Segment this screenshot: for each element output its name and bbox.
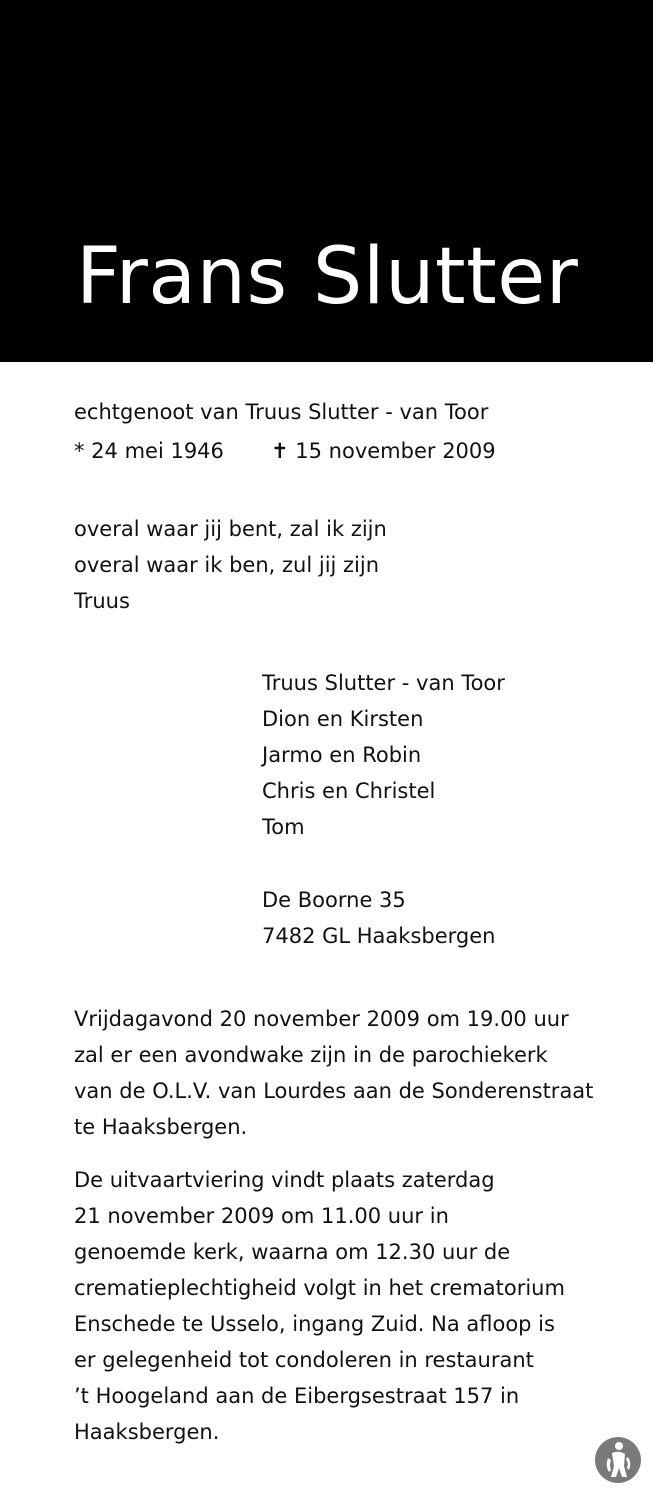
- funeral-line: De uitvaartviering vindt plaats zaterdag: [74, 1168, 495, 1192]
- deceased-name: Frans Slutter: [76, 232, 579, 322]
- wake-line: zal er een avondwake zijn in de parochiekerk: [74, 1043, 548, 1067]
- poem-line: overal waar jij bent, zal ik zijn: [74, 517, 387, 541]
- funeral-line: genoemde kerk, waarna om 12.30 uur de: [74, 1240, 511, 1264]
- family-member: Tom: [262, 815, 305, 839]
- figure-logo-icon: [594, 1436, 642, 1484]
- poem-signature: Truus: [74, 589, 130, 613]
- funeral-line: 21 november 2009 om 11.00 uur in: [74, 1204, 449, 1228]
- poem: [74, 511, 387, 619]
- funeral-line: er gelegenheid tot condoleren in restaurant: [74, 1348, 534, 1372]
- funeral-line: Haaksbergen.: [74, 1420, 220, 1444]
- funeral-line: ’t Hoogeland aan de Eibergsestraat 157 in: [74, 1384, 520, 1408]
- family-member: Chris en Christel: [262, 779, 436, 803]
- funeral-paragraph: [74, 1162, 565, 1450]
- wake-line: te Haaksbergen.: [74, 1115, 248, 1139]
- address: [262, 882, 495, 954]
- funeral-line: crematieplechtigheid volgt in het crematorium: [74, 1276, 565, 1300]
- death-date: ✝ 15 november 2009: [271, 439, 496, 463]
- wake-line: Vrijdagavond 20 november 2009 om 19.00 uur: [74, 1007, 569, 1031]
- family-member: Jarmo en Robin: [262, 743, 422, 767]
- family-list: [262, 665, 505, 845]
- address-line: 7482 GL Haaksbergen: [262, 924, 496, 948]
- spouse-line: echtgenoot van Truus Slutter - van Toor: [74, 400, 489, 424]
- wake-paragraph: [74, 1001, 593, 1145]
- family-member: Dion en Kirsten: [262, 707, 424, 731]
- funeral-line: Enschede te Usselo, ingang Zuid. Na afloop is: [74, 1312, 555, 1336]
- birth-date: * 24 mei 1946: [74, 439, 224, 463]
- header-banner: [0, 0, 653, 362]
- family-member: Truus Slutter - van Toor: [262, 671, 505, 695]
- poem-line: overal waar ik ben, zul jij zijn: [74, 553, 380, 577]
- address-line: De Boorne 35: [262, 888, 406, 912]
- wake-line: van de O.L.V. van Lourdes aan de Sonderenstraat: [74, 1079, 594, 1103]
